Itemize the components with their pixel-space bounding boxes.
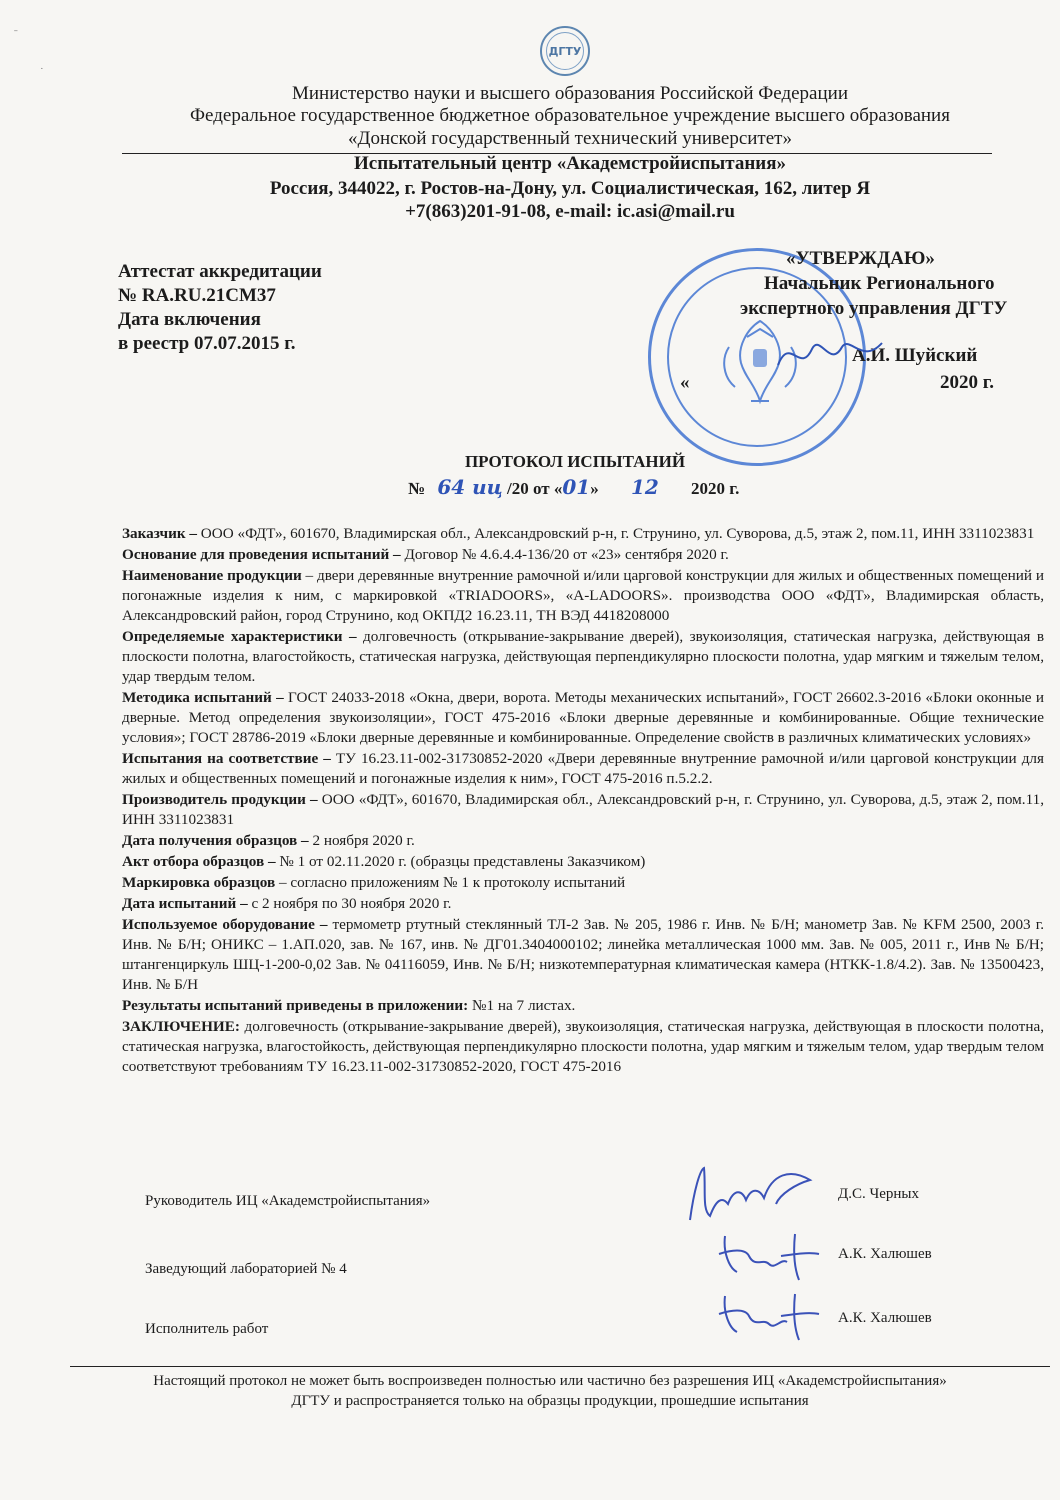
field-test-dates — [122, 894, 1044, 914]
field-label: Определяемые характеристики – — [122, 628, 357, 645]
protocol-body — [122, 524, 1044, 1078]
accreditation-date: в реестр 07.07.2015 г. — [118, 333, 296, 354]
university-line: «Донской государственный технический университет» — [348, 128, 792, 149]
protocol-month: 12 — [630, 475, 659, 499]
accreditation-number: № RA.RU.21СМ37 — [118, 285, 276, 306]
field-label: Испытания на соответствие – — [122, 750, 331, 767]
approval-date-year: 2020 г. — [940, 372, 994, 393]
field-value: 2 ноября 2020 г. — [308, 832, 415, 849]
protocol-close-quote: » — [590, 479, 599, 498]
approval-heading: «УТВЕРЖДАЮ» — [786, 248, 935, 269]
field-label: ЗАКЛЮЧЕНИЕ: — [122, 1018, 240, 1035]
field-value: – согласно приложениям № 1 к протоколу испытаний — [275, 874, 626, 891]
field-value: с 2 ноября по 30 ноября 2020 г. — [247, 895, 452, 912]
handwritten-signature-lab — [715, 1228, 825, 1288]
field-conclusion — [122, 1017, 1044, 1077]
field-label: Методика испытаний – — [122, 689, 284, 706]
protocol-mid: /20 от « — [507, 479, 563, 498]
approval-block — [740, 246, 1020, 321]
footer-line-2: ДГТУ и распространяется только на образцы продукции, прошедшие испытания — [291, 1393, 809, 1409]
signature-name-head: Д.С. Черных — [838, 1186, 919, 1202]
protocol-day: 01 — [562, 475, 591, 499]
field-basis — [122, 545, 1044, 565]
field-value: термометр ртутный стеклянный ТЛ-2 Зав. № 205, 1986 г. Инв. № Б/Н; манометр Зав. № KFM 2500, 2003 г. Инв. № Б/Н; ОНИКС – 1.АП.020, зав. № 167, инв. № ДГ01.3404000102; линейка металлическая 1000 мм. Зав. № 005, 2011 г., Инв № Б/Н; штангенциркуль ШЦ-1-200-0,02 Зав. № 04116059, Инв. № Б/Н; низкотемпературная климатическая камера (НТКК-1.8/4.2). Зав. № 13500423, Инв. № Б/Н — [122, 916, 1045, 993]
protocol-number: 64 иц — [437, 475, 503, 499]
protocol-number-line — [408, 475, 739, 499]
field-value: ТУ 16.23.11-002-31730852-2020 «Двери деревянные внутренние рамочной и/или царговой конструкции для жилых и общественных помещений и погонажные изделия к ним», ГОСТ 475-2016 п.5.2.2. — [122, 750, 1044, 787]
handwritten-signature-head — [680, 1160, 820, 1230]
field-results — [122, 996, 1044, 1016]
ministry-line: Министерство науки и высшего образования Российской Федерации — [292, 83, 848, 104]
logo-text: ДГТУ — [548, 44, 582, 58]
approval-position-2: экспертного управления ДГТУ — [740, 298, 1008, 319]
field-value: ООО «ФДТ», 601670, Владимирская обл., Александровский р-н, г. Струнино, ул. Суворова, д.5, этаж 2, пом.11, ИНН 3311023831 — [196, 525, 1035, 542]
field-label: Основание для проведения испытаний – — [122, 546, 401, 563]
accreditation-line-1: Аттестат аккредитации — [118, 261, 322, 282]
test-center-name: Испытательный центр «Академстройиспытания» — [353, 153, 786, 174]
field-value: № 1 от 02.11.2020 г. (образцы представлены Заказчиком) — [275, 853, 646, 870]
field-customer — [122, 524, 1044, 544]
field-value: Договор № 4.6.4.4-136/20 от «23» сентября 2020 г. — [400, 546, 729, 563]
field-sampling-act — [122, 852, 1044, 872]
field-product — [122, 566, 1044, 626]
field-value: долговечность (открывание-закрывание дверей), звукоизоляция, статическая нагрузка, действующая в плоскости полотна, статическая нагрузка, влагостойкость, действующая перпендикулярно плоскости полотна, удар мягким и тяжелым телом, удар твердым телом соответствуют требованиям ТУ 16.23.11-002-31730852-2020, ГОСТ 475-2016 — [122, 1018, 1044, 1075]
signature-role-lab: Заведующий лабораторией № 4 — [145, 1261, 347, 1277]
scan-speck: ˉ — [14, 28, 18, 40]
signature-role-executor: Исполнитель работ — [145, 1321, 269, 1337]
field-label: Используемое оборудование – — [122, 916, 328, 933]
scan-speck: ˙ — [40, 66, 44, 78]
field-label: Дата получения образцов – — [122, 832, 309, 849]
field-label: Маркировка образцов — [122, 874, 276, 891]
field-label: Производитель продукции – — [122, 791, 318, 808]
field-value: №1 на 7 листах. — [468, 997, 576, 1014]
footer-rule — [70, 1366, 1050, 1367]
field-label: Акт отбора образцов – — [122, 853, 276, 870]
field-characteristics — [122, 627, 1044, 687]
institution-line: Федеральное государственное бюджетное образовательное учреждение высшего образования — [190, 105, 950, 126]
test-center-address: Россия, 344022, г. Ростов-на-Дону, ул. Социалистическая, 162, литер Я — [269, 178, 871, 199]
field-value: долговечность (открывание-закрывание дверей), звукоизоляция, статическая нагрузка, действующая в плоскости полотна, влагостойкость, статическая нагрузка, действующая перпендикулярно плоскости полотна, удар мягким и тяжелым телом, удар твердым телом. — [122, 628, 1044, 685]
protocol-no-label: № — [408, 479, 426, 498]
field-label: Наименование продукции — [122, 567, 302, 584]
field-marking — [122, 873, 1044, 893]
signature-name-executor: А.К. Халюшев — [838, 1310, 932, 1326]
field-label: Дата испытаний – — [122, 895, 248, 912]
university-logo — [540, 26, 590, 76]
field-label: Результаты испытаний приведены в приложении: — [122, 997, 469, 1014]
field-received-date — [122, 831, 1044, 851]
accreditation-block — [118, 260, 322, 356]
field-methods — [122, 688, 1044, 748]
field-value: ООО «ФДТ», 601670, Владимирская обл., Александровский р-н, г. Струнино, ул. Суворова, д.5, этаж 2, пом.11, ИНН 3311023831 — [122, 791, 1044, 828]
field-equipment — [122, 915, 1044, 995]
field-value: – двери деревянные внутренние рамочной и/или царговой конструкции для жилых и общественных помещений и погонажные изделия к ним, с маркировкой «TRIADOORS», «A-LADOORS». производства ООО «ФДТ», Владимирская область, Александровский район, город Струнино, код ОКПД2 16.23.11, ТН ВЭД 4418208000 — [122, 567, 1044, 624]
approval-position-1: Начальник Регионального — [764, 273, 995, 294]
approver-name: А.И. Шуйский — [852, 345, 978, 366]
approver-signature — [770, 325, 890, 385]
accreditation-line-3: Дата включения — [118, 309, 261, 330]
test-center-contacts: +7(863)201-91-08, e-mail: ic.asi@mail.ru — [405, 201, 735, 222]
signature-role-head: Руководитель ИЦ «Академстройиспытания» — [145, 1193, 431, 1209]
protocol-title: ПРОТОКОЛ ИСПЫТАНИЙ — [464, 452, 686, 471]
field-manufacturer — [122, 790, 1044, 830]
handwritten-signature-executor — [715, 1288, 825, 1348]
field-label: Заказчик – — [122, 525, 197, 542]
field-conformity — [122, 749, 1044, 789]
signature-name-lab: А.К. Халюшев — [838, 1246, 932, 1262]
footer-line-1: Настоящий протокол не может быть воспроизведен полностью или частично без разрешения ИЦ «Академстройиспытания» — [153, 1373, 947, 1389]
field-value: ГОСТ 24033-2018 «Окна, двери, ворота. Методы механических испытаний», ГОСТ 26602.3-2016 «Блоки оконные и дверные. Метод определения звукоизоляции», ГОСТ 475-2016 «Блоки дверные деревянные и комбинированные. Общие технические условия»; ГОСТ 28786-2019 «Блоки дверные деревянные и комбинированные. Определение свойств в различных климатических условиях» — [122, 689, 1044, 746]
protocol-year: 2020 г. — [691, 479, 740, 498]
approval-date-open: « — [680, 372, 690, 393]
